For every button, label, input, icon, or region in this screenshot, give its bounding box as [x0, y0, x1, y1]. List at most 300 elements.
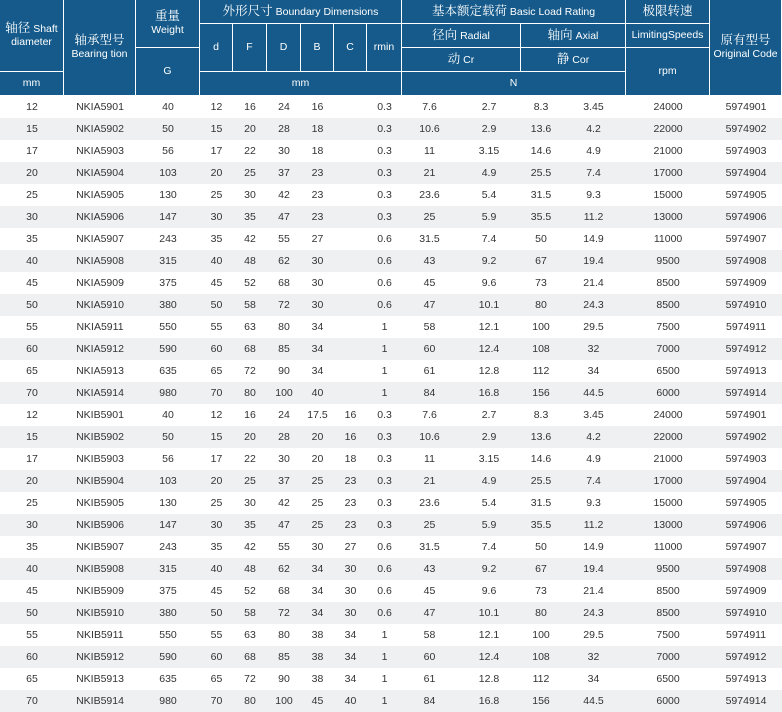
cell-dim-rmin: 0.3	[367, 206, 402, 228]
cell-dim-f: 72	[233, 668, 267, 690]
cell-dim-f: 35	[233, 206, 267, 228]
cell-radial-cr: 45	[402, 580, 457, 602]
cell-bearing-model: NKIA5907	[64, 228, 136, 250]
cell-limiting-speed: 6000	[626, 690, 710, 712]
cell-dim-c	[334, 140, 367, 162]
cell-dim-f: 52	[233, 580, 267, 602]
cell-weight: 980	[136, 382, 200, 404]
cell-radial-cor: 4.9	[457, 162, 521, 184]
table-row	[0, 338, 782, 360]
cell-bearing-model: NKIB5910	[64, 602, 136, 624]
col-speed-unit: rpm	[626, 48, 710, 96]
cell-dim-d: 12	[200, 96, 233, 118]
cell-dim-b: 34	[301, 602, 334, 624]
cell-dim-d: 35	[200, 228, 233, 250]
cell-axial-cr: 14.6	[521, 140, 561, 162]
table-row	[0, 360, 782, 382]
col-axial: 轴向 Axial	[521, 24, 626, 48]
cell-dim-d: 65	[200, 668, 233, 690]
cell-axial-cr: 13.6	[521, 426, 561, 448]
cell-dim-d: 17	[200, 448, 233, 470]
cell-radial-cor: 3.15	[457, 140, 521, 162]
cell-original-code: 5974913	[710, 668, 782, 690]
cell-weight: 147	[136, 514, 200, 536]
cell-axial-cor: 14.9	[561, 228, 626, 250]
cell-axial-cor: 7.4	[561, 470, 626, 492]
cell-dim-d: 50	[200, 602, 233, 624]
cell-original-code: 5974905	[710, 184, 782, 206]
cell-dim-d: 12	[200, 404, 233, 426]
cell-axial-cor: 19.4	[561, 250, 626, 272]
cell-bearing-model: NKIA5913	[64, 360, 136, 382]
cell-bearing-model: NKIB5907	[64, 536, 136, 558]
table-row	[0, 228, 782, 250]
cell-original-code: 5974914	[710, 382, 782, 404]
cell-shaft-diameter: 17	[0, 140, 64, 162]
cell-weight: 243	[136, 228, 200, 250]
cell-shaft-diameter: 55	[0, 316, 64, 338]
cell-original-code: 5974907	[710, 228, 782, 250]
cell-shaft-diameter: 40	[0, 558, 64, 580]
cell-limiting-speed: 24000	[626, 404, 710, 426]
cell-dim-rmin: 1	[367, 668, 402, 690]
cell-dim-big-d: 30	[267, 448, 301, 470]
cell-dim-d: 25	[200, 184, 233, 206]
cell-dim-big-d: 100	[267, 382, 301, 404]
cell-dim-f: 22	[233, 140, 267, 162]
cell-radial-cr: 25	[402, 206, 457, 228]
cell-radial-cor: 16.8	[457, 382, 521, 404]
cell-dim-big-d: 80	[267, 624, 301, 646]
col-dim-b: B	[301, 24, 334, 72]
cell-dim-big-d: 68	[267, 272, 301, 294]
cell-axial-cor: 9.3	[561, 492, 626, 514]
cell-axial-cor: 11.2	[561, 206, 626, 228]
cell-dim-b: 30	[301, 272, 334, 294]
cell-limiting-speed: 13000	[626, 206, 710, 228]
cell-axial-cor: 19.4	[561, 558, 626, 580]
cell-radial-cr: 10.6	[402, 426, 457, 448]
cell-dim-c: 40	[334, 690, 367, 712]
cell-dim-d: 25	[200, 492, 233, 514]
cell-shaft-diameter: 70	[0, 690, 64, 712]
cell-axial-cor: 3.45	[561, 96, 626, 118]
cell-weight: 635	[136, 360, 200, 382]
col-limiting-speed-en: LimitingSpeeds	[626, 24, 710, 48]
cell-dim-rmin: 0.6	[367, 558, 402, 580]
cell-dim-f: 58	[233, 294, 267, 316]
cell-dim-f: 20	[233, 426, 267, 448]
cell-dim-c	[334, 162, 367, 184]
cell-limiting-speed: 8500	[626, 272, 710, 294]
cell-radial-cor: 16.8	[457, 690, 521, 712]
cell-axial-cor: 21.4	[561, 272, 626, 294]
cell-bearing-model: NKIA5901	[64, 96, 136, 118]
cell-original-code: 5974912	[710, 646, 782, 668]
cell-shaft-diameter: 55	[0, 624, 64, 646]
cell-limiting-speed: 17000	[626, 162, 710, 184]
cell-radial-cr: 21	[402, 470, 457, 492]
cell-radial-cor: 12.4	[457, 338, 521, 360]
cell-bearing-model: NKIB5904	[64, 470, 136, 492]
cell-original-code: 5974902	[710, 118, 782, 140]
cell-radial-cr: 58	[402, 624, 457, 646]
cell-axial-cor: 11.2	[561, 514, 626, 536]
table-row	[0, 404, 782, 426]
cell-bearing-model: NKIA5903	[64, 140, 136, 162]
cell-bearing-model: NKIB5914	[64, 690, 136, 712]
cell-weight: 980	[136, 690, 200, 712]
cell-dim-d: 70	[200, 690, 233, 712]
cell-radial-cor: 9.6	[457, 580, 521, 602]
cell-dim-rmin: 0.3	[367, 118, 402, 140]
cell-axial-cr: 156	[521, 690, 561, 712]
table-row	[0, 184, 782, 206]
cell-original-code: 5974905	[710, 492, 782, 514]
cell-shaft-diameter: 20	[0, 470, 64, 492]
cell-original-code: 5974903	[710, 140, 782, 162]
cell-dim-d: 30	[200, 206, 233, 228]
cell-dim-rmin: 0.3	[367, 404, 402, 426]
cell-dim-d: 45	[200, 580, 233, 602]
cell-axial-cor: 7.4	[561, 162, 626, 184]
cell-original-code: 5974908	[710, 250, 782, 272]
table-row	[0, 96, 782, 118]
cell-dim-rmin: 0.6	[367, 602, 402, 624]
cell-dim-f: 52	[233, 272, 267, 294]
cell-shaft-diameter: 30	[0, 206, 64, 228]
cell-dim-d: 20	[200, 162, 233, 184]
cell-dim-big-d: 85	[267, 646, 301, 668]
cell-dim-big-d: 42	[267, 492, 301, 514]
cell-radial-cor: 10.1	[457, 294, 521, 316]
cell-dim-big-d: 30	[267, 140, 301, 162]
cell-dim-big-d: 72	[267, 602, 301, 624]
cell-weight: 130	[136, 184, 200, 206]
col-weight-unit: G	[136, 48, 200, 96]
col-bearing-model: 轴承型号 Bearing tion	[64, 0, 136, 96]
cell-radial-cr: 31.5	[402, 228, 457, 250]
cell-bearing-model: NKIA5911	[64, 316, 136, 338]
cell-shaft-diameter: 50	[0, 294, 64, 316]
cell-radial-cor: 12.1	[457, 624, 521, 646]
cell-radial-cr: 23.6	[402, 184, 457, 206]
cell-dim-b: 20	[301, 426, 334, 448]
cell-weight: 50	[136, 118, 200, 140]
cell-dim-c	[334, 338, 367, 360]
cell-axial-cr: 73	[521, 580, 561, 602]
cell-dim-b: 23	[301, 206, 334, 228]
cell-limiting-speed: 6500	[626, 360, 710, 382]
cell-original-code: 5974906	[710, 514, 782, 536]
cell-radial-cor: 2.7	[457, 404, 521, 426]
cell-radial-cr: 11	[402, 140, 457, 162]
cell-dim-c	[334, 382, 367, 404]
cell-dim-d: 70	[200, 382, 233, 404]
cell-bearing-model: NKIB5913	[64, 668, 136, 690]
cell-axial-cr: 31.5	[521, 184, 561, 206]
cell-dim-big-d: 62	[267, 558, 301, 580]
cell-original-code: 5974907	[710, 536, 782, 558]
cell-axial-cor: 4.2	[561, 426, 626, 448]
cell-weight: 380	[136, 602, 200, 624]
cell-axial-cor: 44.5	[561, 382, 626, 404]
cell-bearing-model: NKIA5908	[64, 250, 136, 272]
cell-bearing-model: NKIB5901	[64, 404, 136, 426]
cell-axial-cor: 29.5	[561, 316, 626, 338]
cell-axial-cr: 8.3	[521, 96, 561, 118]
cell-original-code: 5974909	[710, 580, 782, 602]
cell-dim-rmin: 0.3	[367, 426, 402, 448]
cell-dim-c	[334, 272, 367, 294]
cell-weight: 550	[136, 624, 200, 646]
cell-bearing-model: NKIB5912	[64, 646, 136, 668]
cell-original-code: 5974911	[710, 624, 782, 646]
cell-limiting-speed: 8500	[626, 294, 710, 316]
col-limiting-speed: 极限转速	[626, 0, 710, 24]
cell-radial-cr: 7.6	[402, 96, 457, 118]
cell-bearing-model: NKIB5909	[64, 580, 136, 602]
cell-dim-f: 72	[233, 360, 267, 382]
cell-axial-cor: 32	[561, 646, 626, 668]
cell-dim-big-d: 24	[267, 96, 301, 118]
cell-axial-cr: 67	[521, 558, 561, 580]
cell-limiting-speed: 17000	[626, 470, 710, 492]
cell-bearing-model: NKIB5911	[64, 624, 136, 646]
cell-dim-d: 60	[200, 646, 233, 668]
cell-shaft-diameter: 15	[0, 118, 64, 140]
col-basic-load-rating: 基本额定载荷 Basic Load Rating	[402, 0, 626, 24]
cell-shaft-diameter: 15	[0, 426, 64, 448]
cell-original-code: 5974909	[710, 272, 782, 294]
cell-shaft-diameter: 35	[0, 536, 64, 558]
cell-axial-cor: 44.5	[561, 690, 626, 712]
cell-axial-cor: 4.9	[561, 448, 626, 470]
cell-axial-cr: 73	[521, 272, 561, 294]
cell-radial-cr: 43	[402, 558, 457, 580]
table-row	[0, 250, 782, 272]
cell-axial-cor: 14.9	[561, 536, 626, 558]
cell-radial-cr: 10.6	[402, 118, 457, 140]
cell-limiting-speed: 11000	[626, 536, 710, 558]
table-row	[0, 580, 782, 602]
col-dim-rmin: rmin	[367, 24, 402, 72]
col-radial: 径向 Radial	[402, 24, 521, 48]
col-shaft-unit: mm	[0, 72, 64, 96]
cell-dim-big-d: 100	[267, 690, 301, 712]
cell-axial-cor: 24.3	[561, 602, 626, 624]
cell-dim-rmin: 1	[367, 316, 402, 338]
cell-radial-cr: 84	[402, 382, 457, 404]
cell-original-code: 5974910	[710, 294, 782, 316]
cell-dim-d: 30	[200, 514, 233, 536]
col-dynamic: 动 Cr	[402, 48, 521, 72]
cell-dim-f: 42	[233, 228, 267, 250]
cell-radial-cor: 2.9	[457, 426, 521, 448]
table-row	[0, 448, 782, 470]
cell-weight: 147	[136, 206, 200, 228]
cell-dim-d: 20	[200, 470, 233, 492]
cell-dim-c: 34	[334, 668, 367, 690]
table-row	[0, 536, 782, 558]
cell-axial-cor: 4.9	[561, 140, 626, 162]
cell-radial-cor: 5.4	[457, 184, 521, 206]
cell-dim-b: 25	[301, 514, 334, 536]
cell-dim-d: 15	[200, 426, 233, 448]
cell-dim-rmin: 1	[367, 690, 402, 712]
cell-dim-b: 38	[301, 646, 334, 668]
col-load-unit: N	[402, 72, 626, 96]
cell-dim-c: 30	[334, 602, 367, 624]
cell-dim-c	[334, 96, 367, 118]
cell-shaft-diameter: 40	[0, 250, 64, 272]
cell-axial-cr: 80	[521, 294, 561, 316]
col-dim-c: C	[334, 24, 367, 72]
cell-weight: 375	[136, 580, 200, 602]
cell-weight: 315	[136, 558, 200, 580]
cell-dim-d: 55	[200, 624, 233, 646]
cell-axial-cr: 25.5	[521, 162, 561, 184]
cell-dim-c: 23	[334, 514, 367, 536]
col-original-code: 原有型号 Original Code	[710, 0, 782, 96]
cell-axial-cor: 3.45	[561, 404, 626, 426]
cell-dim-rmin: 0.3	[367, 184, 402, 206]
cell-dim-rmin: 0.3	[367, 470, 402, 492]
cell-dim-c: 30	[334, 580, 367, 602]
cell-dim-b: 45	[301, 690, 334, 712]
table-row	[0, 690, 782, 712]
cell-dim-d: 45	[200, 272, 233, 294]
cell-limiting-speed: 11000	[626, 228, 710, 250]
cell-shaft-diameter: 65	[0, 360, 64, 382]
cell-dim-c: 30	[334, 558, 367, 580]
cell-shaft-diameter: 60	[0, 646, 64, 668]
cell-shaft-diameter: 30	[0, 514, 64, 536]
table-row	[0, 206, 782, 228]
cell-radial-cor: 5.9	[457, 206, 521, 228]
cell-weight: 375	[136, 272, 200, 294]
cell-dim-big-d: 37	[267, 162, 301, 184]
cell-radial-cr: 61	[402, 668, 457, 690]
cell-axial-cr: 25.5	[521, 470, 561, 492]
cell-weight: 103	[136, 162, 200, 184]
cell-axial-cr: 80	[521, 602, 561, 624]
cell-axial-cr: 100	[521, 624, 561, 646]
cell-dim-c	[334, 228, 367, 250]
cell-dim-b: 18	[301, 140, 334, 162]
table-row	[0, 140, 782, 162]
cell-weight: 56	[136, 140, 200, 162]
cell-dim-c: 34	[334, 624, 367, 646]
cell-shaft-diameter: 60	[0, 338, 64, 360]
col-static: 静 Cor	[521, 48, 626, 72]
cell-axial-cr: 13.6	[521, 118, 561, 140]
cell-weight: 130	[136, 492, 200, 514]
cell-limiting-speed: 9500	[626, 558, 710, 580]
cell-dim-b: 16	[301, 96, 334, 118]
cell-dim-c	[334, 184, 367, 206]
cell-bearing-model: NKIB5905	[64, 492, 136, 514]
cell-limiting-speed: 7500	[626, 316, 710, 338]
table-row	[0, 294, 782, 316]
cell-radial-cr: 84	[402, 690, 457, 712]
cell-radial-cr: 23.6	[402, 492, 457, 514]
cell-limiting-speed: 8500	[626, 580, 710, 602]
cell-shaft-diameter: 70	[0, 382, 64, 404]
cell-dim-d: 60	[200, 338, 233, 360]
cell-radial-cor: 4.9	[457, 470, 521, 492]
cell-radial-cr: 60	[402, 646, 457, 668]
cell-shaft-diameter: 17	[0, 448, 64, 470]
cell-dim-c: 16	[334, 426, 367, 448]
cell-radial-cor: 9.6	[457, 272, 521, 294]
cell-dim-rmin: 0.3	[367, 96, 402, 118]
cell-radial-cr: 47	[402, 294, 457, 316]
table-row	[0, 514, 782, 536]
cell-limiting-speed: 6000	[626, 382, 710, 404]
cell-dim-b: 38	[301, 624, 334, 646]
cell-dim-f: 30	[233, 492, 267, 514]
cell-dim-f: 16	[233, 404, 267, 426]
cell-dim-b: 27	[301, 228, 334, 250]
cell-bearing-model: NKIB5903	[64, 448, 136, 470]
cell-bearing-model: NKIA5905	[64, 184, 136, 206]
cell-dim-big-d: 90	[267, 668, 301, 690]
cell-dim-b: 34	[301, 316, 334, 338]
cell-limiting-speed: 21000	[626, 140, 710, 162]
cell-weight: 315	[136, 250, 200, 272]
cell-axial-cr: 14.6	[521, 448, 561, 470]
cell-weight: 40	[136, 404, 200, 426]
table-row	[0, 602, 782, 624]
cell-dim-b: 23	[301, 184, 334, 206]
cell-dim-d: 40	[200, 250, 233, 272]
col-dim-big-d: D	[267, 24, 301, 72]
cell-radial-cr: 25	[402, 514, 457, 536]
cell-limiting-speed: 13000	[626, 514, 710, 536]
cell-axial-cor: 29.5	[561, 624, 626, 646]
cell-shaft-diameter: 45	[0, 580, 64, 602]
cell-dim-big-d: 37	[267, 470, 301, 492]
cell-axial-cor: 9.3	[561, 184, 626, 206]
cell-dim-b: 30	[301, 294, 334, 316]
cell-limiting-speed: 7000	[626, 646, 710, 668]
cell-dim-d: 35	[200, 536, 233, 558]
col-dims-unit: mm	[200, 72, 402, 96]
cell-radial-cr: 7.6	[402, 404, 457, 426]
cell-dim-b: 23	[301, 162, 334, 184]
cell-dim-rmin: 0.3	[367, 492, 402, 514]
cell-bearing-model: NKIB5902	[64, 426, 136, 448]
cell-dim-rmin: 0.6	[367, 294, 402, 316]
cell-axial-cr: 156	[521, 382, 561, 404]
cell-shaft-diameter: 12	[0, 404, 64, 426]
cell-bearing-model: NKIB5906	[64, 514, 136, 536]
cell-original-code: 5974904	[710, 162, 782, 184]
cell-shaft-diameter: 35	[0, 228, 64, 250]
cell-dim-rmin: 0.3	[367, 448, 402, 470]
table-row	[0, 118, 782, 140]
cell-weight: 243	[136, 536, 200, 558]
cell-radial-cr: 43	[402, 250, 457, 272]
cell-dim-rmin: 0.6	[367, 580, 402, 602]
cell-axial-cor: 21.4	[561, 580, 626, 602]
cell-shaft-diameter: 25	[0, 184, 64, 206]
cell-shaft-diameter: 20	[0, 162, 64, 184]
cell-weight: 635	[136, 668, 200, 690]
cell-dim-f: 48	[233, 558, 267, 580]
col-dim-d: d	[200, 24, 233, 72]
